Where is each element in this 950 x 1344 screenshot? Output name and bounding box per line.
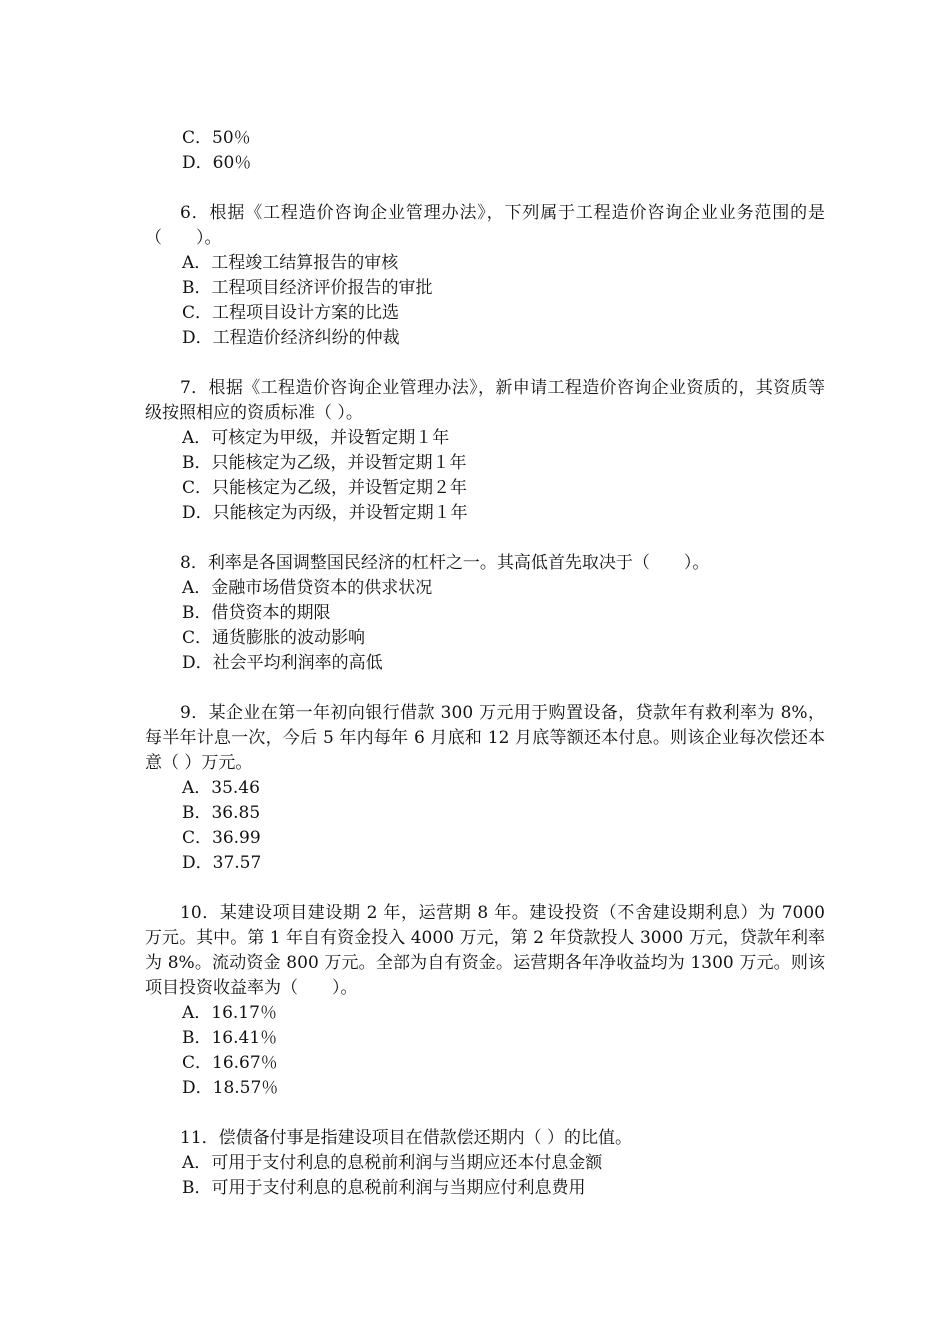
option: A．可用于支付利息的息税前利润与当期应还本付息金额 [182, 1153, 603, 1173]
question-stem: 9．某企业在第一年初向银行借款 300 万元用于购置设备，贷款年有救利率为 8%，每半年计息一次，今后 5 年内每年 6 月底和 12 月底等额还本付息。则该企业每次偿还本意（ ）万元。 [145, 703, 825, 773]
option: D．工程造价经济纠纷的仲裁 [182, 328, 400, 348]
document-page [145, 126, 825, 1201]
option: D．37.57 [182, 853, 262, 873]
question-stem: 7．根据《工程造价咨询企业管理办法》，新申请工程造价咨询企业资质的，其资质等级按照相应的资质标准（ ）。 [145, 378, 825, 423]
question-10 [145, 901, 825, 1101]
option: C．只能核定为乙级，并设暂定期２年 [182, 478, 468, 498]
option: D．只能核定为丙级，并设暂定期１年 [182, 503, 468, 523]
option: A．16.17％ [182, 1003, 277, 1023]
option: B．可用于支付利息的息税前利润与当期应付利息费用 [182, 1178, 586, 1198]
question-11 [145, 1126, 825, 1201]
option: D．18.57％ [182, 1078, 279, 1098]
option: C．36.99 [182, 828, 261, 848]
option: C．50％ [182, 128, 251, 148]
question-stem: 8．利率是各国调整国民经济的杠杆之一。其高低首先取决于（ ）。 [180, 553, 710, 573]
option: A．35.46 [182, 778, 260, 798]
option: D．社会平均利润率的高低 [182, 653, 383, 673]
question-8 [145, 551, 825, 676]
question-stem: 10．某建设项目建设期 2 年，运营期 8 年。建设投资（不舍建设期利息）为 7000 万元。其中。第 1 年自有资金投入 4000 万元，第 2 年贷款投人 3000 万元，贷款年利率为 8%。流动资金 800 万元。全部为自有资金。运营期各年净收益均为 1300 万元。则该项目投资收益率为（ ）。 [145, 903, 825, 998]
option: A．工程竣工结算报告的审核 [182, 253, 399, 273]
question-7 [145, 376, 825, 526]
option: B．16.41％ [182, 1028, 278, 1048]
option: C．通货膨胀的波动影响 [182, 628, 366, 648]
question-stem: 6．根据《工程造价咨询企业管理办法》，下列属于工程造价咨询企业业务范围的是（ ）。 [145, 203, 825, 248]
option: B．工程项目经济评价报告的审批 [182, 278, 433, 298]
option: B．36.85 [182, 803, 261, 823]
option: B．借贷资本的期限 [182, 603, 331, 623]
question-stem: 11．偿债备付事是指建设项目在借款偿还期内（ ）的比值。 [180, 1128, 633, 1148]
question-6 [145, 201, 825, 351]
question-9 [145, 701, 825, 876]
option: D．60％ [182, 153, 252, 173]
option: B．只能核定为乙级，并设暂定期１年 [182, 453, 467, 473]
option: A．可核定为甲级，并设暂定期１年 [182, 428, 450, 448]
option: C．工程项目设计方案的比选 [182, 303, 400, 323]
option: C．16.67％ [182, 1053, 278, 1073]
option: A．金融市场借贷资本的供求状况 [182, 578, 433, 598]
